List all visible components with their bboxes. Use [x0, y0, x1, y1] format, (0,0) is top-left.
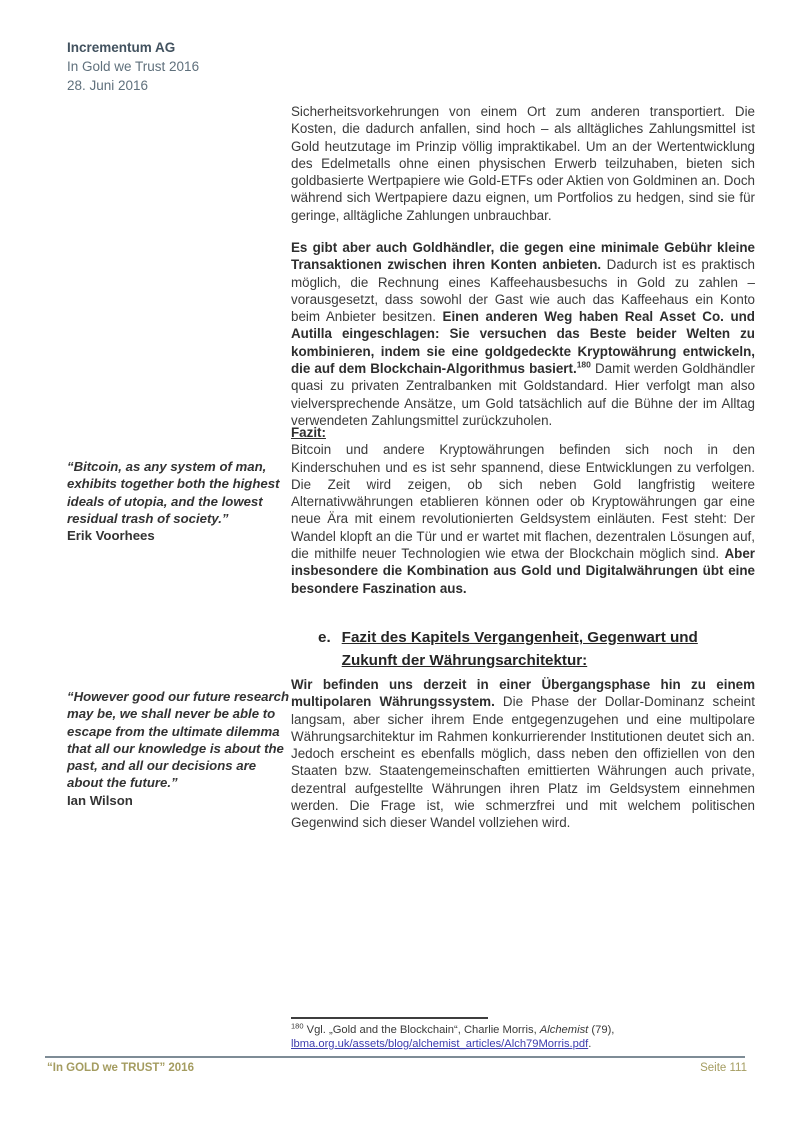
text-run: Bitcoin und andere Kryptowährungen befinden sich noch in den Kinderschuhen und es ist sehr spannend, diese Entwicklungen zu verfolgen. Die Zeit wird zeigen, ob sich neben Gold langfristig weitere Alternativwährungen etablieren können oder ob Kryptowährungen gar eine neue Ära mit einem revolutionierten Geldsystem einläuten. Fest steht: Der Wandel klopft an die Tür und er wartet mit flachen, dezentralen Lösungen auf, die mithilfe neuer Technologien wie etwa der Blockchain möglich sind. [291, 442, 755, 562]
section-heading [318, 626, 755, 672]
paragraph-uebergangsphase [291, 676, 755, 832]
footnote-180 [291, 1023, 755, 1051]
footer-report-title: “In GOLD we TRUST” 2016 [47, 1062, 194, 1074]
footnote-text: Vgl. „Gold and the Blockchain“, Charlie Morris, [303, 1024, 540, 1036]
footnote-link[interactable]: lbma.org.uk/assets/blog/alchemist_articles/Alch79Morris.pdf [291, 1038, 589, 1050]
section-heading-number: e. [318, 629, 331, 646]
footnote-text: (79), [588, 1024, 615, 1036]
paragraph-gold-payments: Sicherheitsvorkehrungen von einem Ort zum anderen transportiert. Die Kosten, die dadurch anfallen, sind hoch – als alltägliches Zahlungsmittel ist Gold heutzutage im Prinzip völlig impraktikabel. Um an der Wertentwicklung des Edelmetalls ohne einen physischen Erwerb teilzuhaben, bieten sich goldbasierte Wertpapiere wie Gold-ETFs oder Aktien von Goldminen an. Doch während sich Wertpapiere dazu eignen, um Portfolios zu hedgen, sind sie für geringe, alltägliche Zahlungen unbrauchbar. [291, 104, 755, 223]
text-run: Dadurch ist es praktisch möglich, die Rechnung eines Kaffeehausbesuchs in Gold zu zahlen – vorausgesetzt, dass sowohl der Gast wie auch das Kaffeehaus ein Konto beim Anbieter besitzen. [291, 257, 755, 325]
footnote-reference-180[interactable]: 180 [576, 359, 591, 370]
margin-quote-bitcoin [67, 458, 291, 544]
text-run: Damit werden Goldhändler quasi zu privaten Zentralbanken mit Goldstandard. Hier verfolgt man also vielversprechende Ansätze, um Gold tatsächlich auf die Bühne der im Alltag verwendeten Zahlungsmittel zurückzuholen. [291, 361, 755, 428]
footnote-source-italic: Alchemist [539, 1024, 589, 1036]
footer-rule [45, 1056, 745, 1058]
report-title: In Gold we Trust 2016 [67, 59, 200, 74]
company-name: Incrementum AG [67, 40, 176, 55]
bold-run: Einen anderen Weg haben Real Asset Co. und Autilla eingeschlagen: Sie versuchen das Beste beider Welten zu kombinieren, indem sie eine goldgedeckte Kryptowährung entwickeln, die auf dem Blockchain-Algorithmus basiert. [291, 309, 755, 377]
fazit-label: Fazit: [291, 425, 326, 440]
section-heading-text: Fazit des Kapitels Vergangenheit, Gegenwart und Zukunft der Währungsarchitektur: [341, 629, 698, 669]
footnote-terminator: . [588, 1038, 592, 1050]
quote-author: Ian Wilson [67, 792, 133, 808]
footer-page-number: Seite 111 [700, 1062, 747, 1074]
quote-text: “However good our future research may be, we shall never be able to escape from the ultimate dilemma that all our knowledge is about the past, and all our decisions are about the future.” [67, 689, 290, 791]
quote-author: Erik Voorhees [67, 528, 155, 544]
page-header [67, 38, 199, 95]
bold-run: Wir befinden uns derzeit in einer Übergangsphase hin zu einem multipolaren Währungssystem. [291, 677, 755, 710]
report-date: 28. Juni 2016 [67, 78, 149, 93]
paragraph-goldhaendler [291, 239, 755, 429]
quote-text: “Bitcoin, as any system of man, exhibits together both the highest ideals of utopia, and the lowest residual trash of society.” [67, 459, 280, 526]
margin-quote-future [67, 688, 291, 809]
bold-run: Es gibt aber auch Goldhändler, die gegen eine minimale Gebühr kleine Transaktionen zwischen ihren Konten anbieten. [291, 240, 755, 273]
footnote-marker: 180 [291, 1021, 304, 1031]
footnote-separator [291, 1017, 488, 1019]
text-run: Die Phase der Dollar-Dominanz scheint langsam, aber sicher ihrem Ende entgegenzugehen und eine multipolare Währungsarchitektur im Rahmen konkurrierender Institutionen deutet sich an. Jedoch erscheint es ebenfalls möglich, dass neben den offiziellen von den Staaten bzw. Staatengemeinschaften emittierten Währungen auch private, dezentral aufgestellte Währungen ihren Platz im Geldsystem einnehmen werden. Die Frage ist, wie schmerzfrei und mit welchem politischen Gegenwind sich dieser Wandel vollziehen wird. [291, 694, 755, 831]
bold-run: Aber insbesondere die Kombination aus Gold und Digitalwährungen übt eine besondere Faszination aus. [291, 546, 755, 596]
fazit-section [291, 424, 755, 597]
